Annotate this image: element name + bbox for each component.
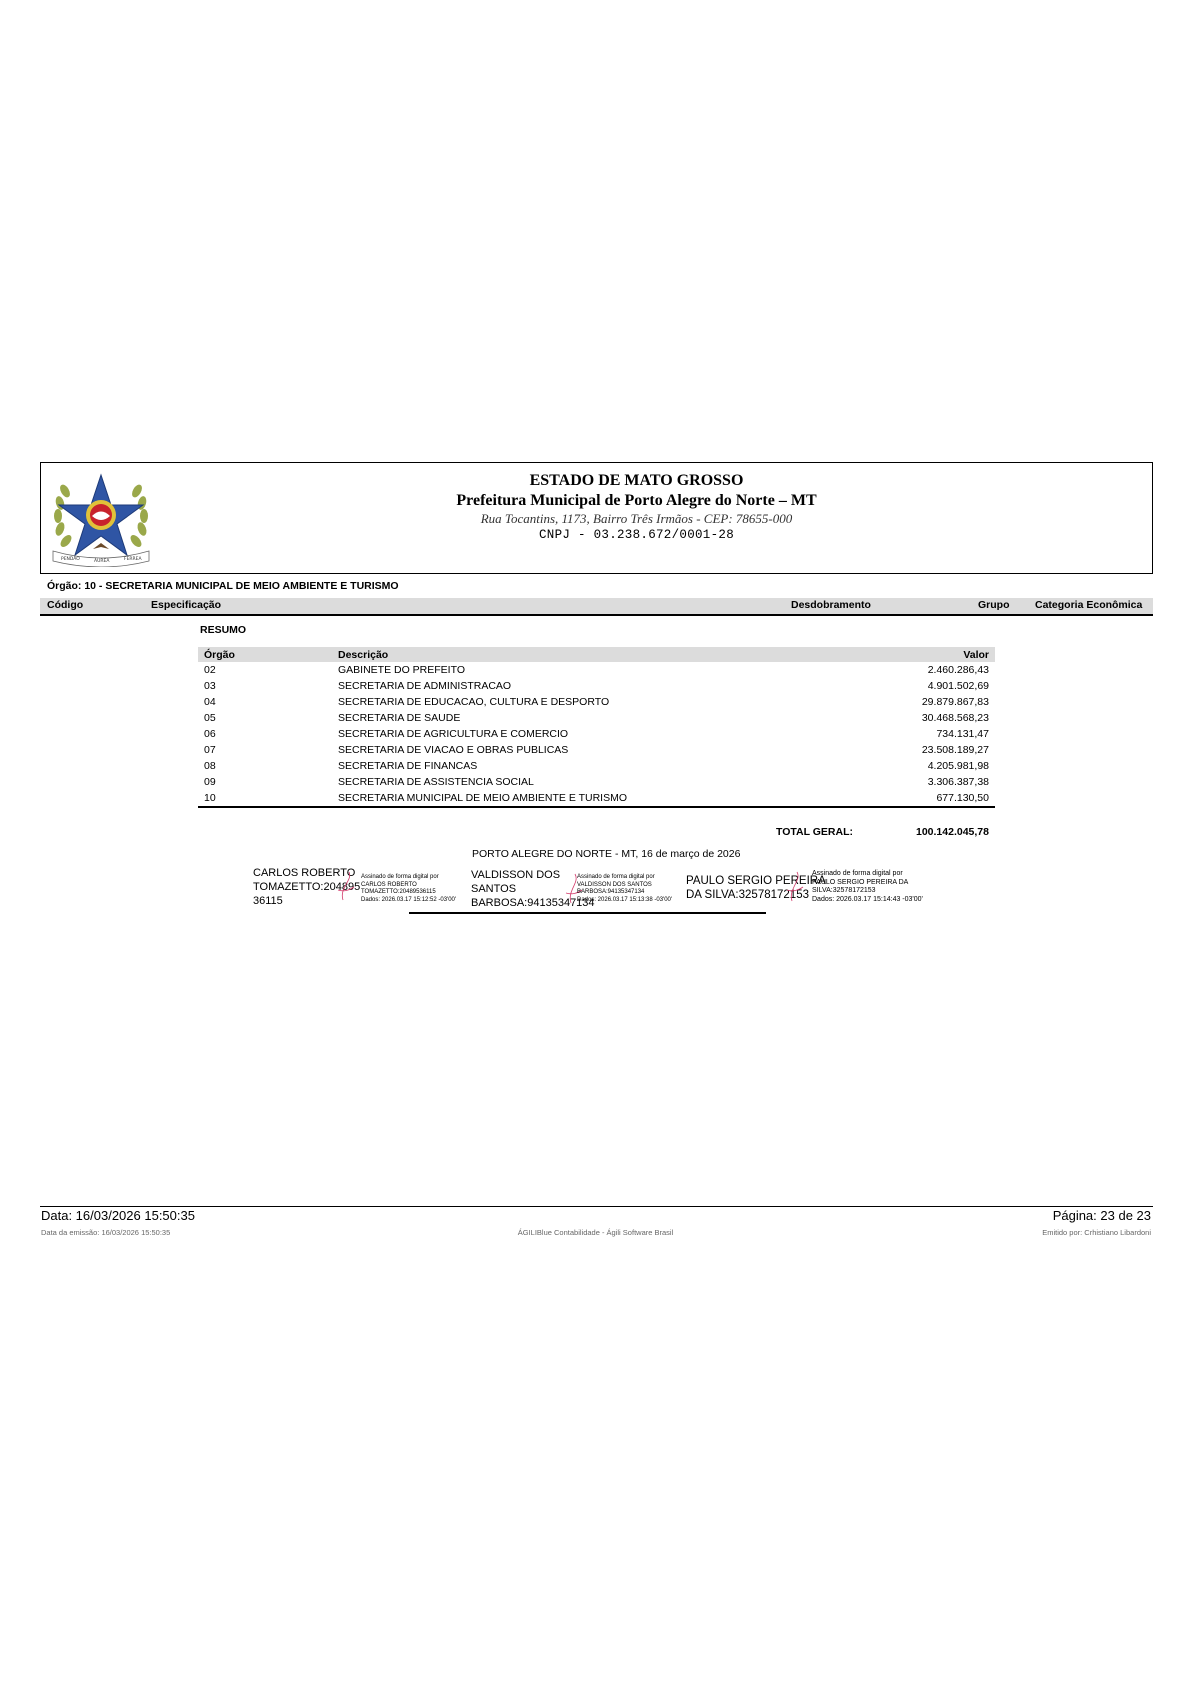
total-label: TOTAL GERAL: — [776, 826, 853, 838]
signature-1-stamp-line: TOMAZETTO:20489536115 — [361, 889, 436, 895]
prefeitura-title: Prefeitura Municipal de Porto Alegre do Norte – MT — [456, 492, 817, 509]
orgao-line: Órgão: 10 - SECRETARIA MUNICIPAL DE MEIO AMBIENTE E TURISMO — [47, 580, 399, 592]
signature-2-name-line: SANTOS — [471, 883, 517, 895]
signature-1-mark-icon — [335, 870, 357, 904]
signature-1-name-line: CARLOS ROBERTO — [253, 867, 356, 879]
orgao-description: SECRETARIA DE AGRICULTURA E COMERCIO — [338, 728, 569, 740]
table-row — [198, 710, 995, 726]
orgao-description: SECRETARIA DE VIACAO E OBRAS PUBLICAS — [338, 744, 569, 756]
orgao-code: 10 — [198, 790, 332, 807]
signature-3-name-line: PAULO SERGIO PEREIRA — [686, 875, 826, 887]
signature-1-stamp-line: CARLOS ROBERTO — [361, 881, 417, 888]
signature-2-stamp-line: BARBOSA:94135347134 — [577, 889, 645, 895]
orgao-code: 04 — [204, 696, 216, 708]
signature-3-name-line: DA SILVA:32578172153 — [686, 889, 809, 901]
address: Rua Tocantins, 1173, Bairro Três Irmãos - CEP: 78655-000 — [480, 511, 793, 526]
resumo-title: RESUMO — [200, 624, 247, 636]
resumo-table — [198, 647, 995, 808]
signature-3-mark-icon — [784, 870, 806, 904]
signature-2-stamp-line: Dados: 2026.03.17 15:13:38 -03'00' — [577, 896, 673, 903]
signature-3-stamp-line: Dados: 2026.03.17 15:14:43 -03'00' — [812, 895, 923, 903]
signature-line — [409, 912, 766, 914]
orgao-value: 4.205.981,98 — [927, 760, 989, 772]
resumo-header-descricao: Descrição — [332, 647, 857, 662]
signature-3-stamp-line: PAULO SERGIO PEREIRA DA — [812, 878, 909, 886]
orgao-value: 734.131,47 — [936, 728, 989, 740]
orgao-description: SECRETARIA DE EDUCACAO, CULTURA E DESPORTO — [338, 696, 610, 708]
table-row — [198, 742, 995, 758]
col-categoria: Categoria Econômica — [1035, 599, 1143, 611]
signature-2-stamp-line: VALDISSON DOS SANTOS — [577, 881, 652, 888]
orgao-code: 03 — [204, 680, 216, 692]
signature-2-stamp — [577, 874, 672, 904]
signature-1-name-line: TOMAZETTO:204895 — [253, 881, 361, 893]
state-title: ESTADO DE MATO GROSSO — [529, 472, 744, 489]
orgao-value: 3.306.387,38 — [927, 776, 989, 788]
orgao-description: GABINETE DO PREFEITO — [338, 664, 465, 676]
orgao-value: 29.879.867,83 — [921, 696, 989, 708]
signature-1-stamp-line: Assinado de forma digital por — [361, 874, 439, 880]
orgao-value: 4.901.502,69 — [927, 680, 989, 692]
table-row — [198, 678, 995, 694]
svg-text:PENDÃO: PENDÃO — [61, 557, 80, 562]
orgao-value: 30.468.568,23 — [921, 712, 989, 724]
orgao-description: SECRETARIA DE FINANCAS — [338, 760, 478, 772]
signature-3-stamp-line: SILVA:32578172153 — [812, 887, 876, 894]
col-desdobramento: Desdobramento — [791, 599, 871, 611]
signature-2-stamp-line: Assinado de forma digital por — [577, 874, 655, 880]
signature-3-stamp — [812, 870, 923, 904]
footer-software: ÁGILIBlue Contabilidade - Ágili Software Brasil — [517, 1228, 674, 1237]
orgao-code: 09 — [204, 776, 216, 788]
col-codigo: Código — [47, 599, 84, 611]
orgao-code: 06 — [204, 728, 216, 740]
signature-2-name-line: VALDISSON DOS — [471, 869, 561, 881]
orgao-value: 2.460.286,43 — [927, 664, 989, 676]
orgao-code: 08 — [204, 760, 216, 772]
orgao-code: 07 — [204, 744, 216, 756]
svg-text:FERREA: FERREA — [124, 557, 142, 562]
col-grupo: Grupo — [978, 599, 1010, 611]
table-row — [198, 774, 995, 790]
svg-text:ÁUREA: ÁUREA — [94, 559, 110, 564]
footer-emitted-by: Emitido por: Crhistiano Libardoni — [1042, 1228, 1151, 1237]
orgao-code: 05 — [204, 712, 216, 724]
table-row — [198, 694, 995, 710]
orgao-code: 02 — [204, 664, 216, 676]
header-text — [41, 471, 1152, 543]
orgao-value: 23.508.189,27 — [921, 744, 989, 756]
footer-emission-date: Data da emissão: 16/03/2026 15:50:35 — [41, 1228, 171, 1237]
total-value: 100.142.045,78 — [916, 826, 989, 838]
resumo-header-orgao: Órgão — [198, 647, 332, 662]
orgao-value: 677.130,50 — [857, 790, 995, 807]
signature-1-stamp — [361, 874, 456, 904]
table-row — [198, 662, 995, 678]
place-date: PORTO ALEGRE DO NORTE - MT, 16 de março de 2026 — [472, 848, 741, 860]
col-especificacao: Especificação — [151, 599, 222, 611]
table-row — [198, 758, 995, 774]
table-row — [198, 790, 995, 807]
signature-2-name-line: BARBOSA:94135347134 — [471, 897, 595, 909]
footer-page-number: Página: 23 de 23 — [1052, 1208, 1151, 1223]
header-box — [40, 462, 1153, 574]
orgao-description: SECRETARIA DE ADMINISTRACAO — [338, 680, 512, 692]
resumo-header-valor: Valor — [857, 647, 995, 662]
signature-1-stamp-line: Dados: 2026.03.17 15:12:52 -03'00' — [361, 896, 457, 903]
table-row — [198, 726, 995, 742]
footer-date: Data: 16/03/2026 15:50:35 — [41, 1208, 195, 1223]
footer-divider — [40, 1206, 1153, 1207]
column-headers — [40, 598, 1153, 616]
resumo-header-row — [198, 647, 995, 662]
orgao-description: SECRETARIA DE ASSISTENCIA SOCIAL — [338, 776, 534, 788]
cnpj: CNPJ - 03.238.672/0001-28 — [538, 528, 735, 542]
signature-1-name-line: 36115 — [253, 895, 283, 907]
signature-3-stamp-line: Assinado de forma digital por — [812, 870, 903, 877]
orgao-description: SECRETARIA DE SAUDE — [338, 712, 461, 724]
orgao-description: SECRETARIA MUNICIPAL DE MEIO AMBIENTE E TURISMO — [332, 790, 857, 807]
